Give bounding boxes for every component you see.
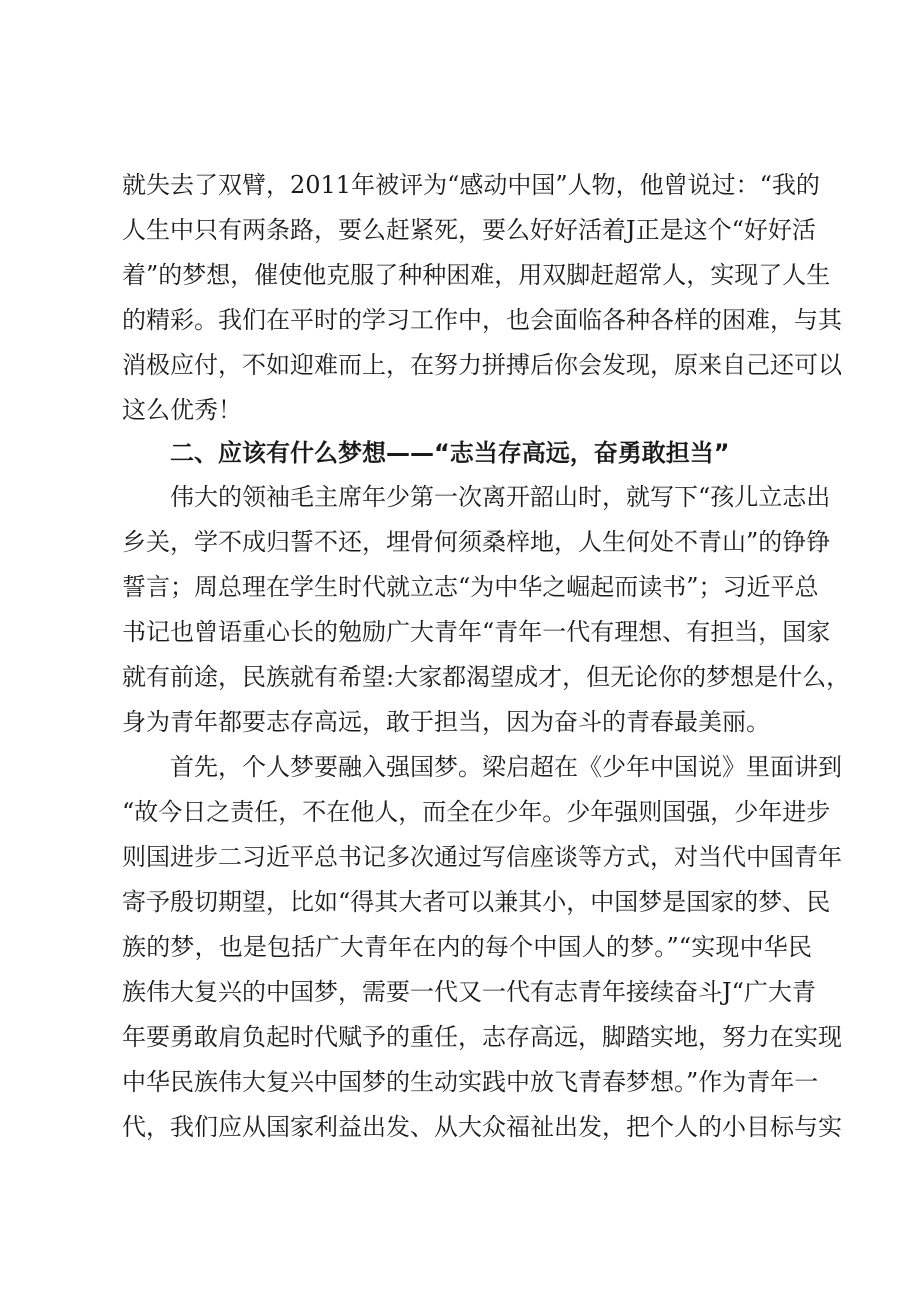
paragraph-1-line-1: 就失去了双臂，2011年被评为“感动中国”人物，他曾说过：“我的 bbox=[122, 171, 820, 199]
paragraph-2-line-4: 书记也曾语重心长的勉励广大青年“青年一代有理想、有担当，国家 bbox=[122, 618, 831, 646]
paragraph-3-line-8: 中华民族伟大复兴中国梦的生动实践中放飞青春梦想。”作为青年一 bbox=[122, 1068, 819, 1096]
paragraph-3-line-4: 寄予殷切期望，比如“得其大者可以兼其小，中国梦是国家的梦、民 bbox=[122, 888, 831, 916]
paragraph-3-line-3: 则国进步二习近平总书记多次通过写信座谈等方式，对当代中国青年 bbox=[122, 843, 842, 871]
paragraph-2-line-6: 身为青年都要志存高远，敢于担当，因为奋斗的青春最美丽。 bbox=[122, 708, 770, 736]
paragraph-1-line-6: 这么优秀！ bbox=[122, 396, 242, 424]
paragraph-3-line-1: 首先，个人梦要融入强国梦。梁启超在《少年中国说》里面讲到 bbox=[170, 753, 842, 781]
paragraph-2-line-1: 伟大的领袖毛主席年少第一次离开韶山时，就写下“孩儿立志出 bbox=[170, 483, 831, 511]
paragraph-3-line-5: 族的梦，也是包括广大青年在内的每个中国人的梦。”“实现中华民 bbox=[122, 933, 812, 961]
paragraph-1-line-3: 着”的梦想，催使他克服了种种困难，用双脚赶超常人，实现了人生 bbox=[122, 261, 831, 289]
paragraph-3-line-7: 年要勇敢肩负起时代赋予的重任，志存高远，脚踏实地，努力在实现 bbox=[122, 1023, 842, 1051]
paragraph-1-line-5: 消极应付，不如迎难而上，在努力拼搏后你会发现，原来自己还可以 bbox=[122, 351, 842, 379]
paragraph-3-line-6: 族伟大复兴的中国梦，需要一代又一代有志青年接续奋斗J“广大青 bbox=[122, 978, 816, 1006]
paragraph-2-line-5: 就有前途，民族就有希望:大家都渴望成才，但无论你的梦想是什么， bbox=[122, 663, 851, 691]
paragraph-3-line-2: “故今日之责任，不在他人，而全在少年。少年强则国强，少年进步 bbox=[122, 798, 831, 826]
paragraph-2-line-3: 誓言；周总理在学生时代就立志“为中华之崛起而读书”；习近平总 bbox=[122, 573, 819, 601]
paragraph-1-line-2: 人生中只有两条路，要么赶紧死，要么好好活着J正是这个“好好活 bbox=[122, 216, 816, 244]
section-heading: 二、应该有什么梦想——“志当存高远，奋勇敢担当” bbox=[170, 439, 730, 467]
paragraph-2-line-2: 乡关，学不成归誓不还，埋骨何须桑梓地，人生何处不青山”的铮铮 bbox=[122, 528, 831, 556]
paragraph-1-line-4: 的精彩。我们在平时的学习工作中，也会面临各种各样的困难，与其 bbox=[122, 306, 842, 334]
paragraph-3-line-9: 代，我们应从国家利益出发、从大众福祉出发，把个人的小目标与实 bbox=[122, 1113, 842, 1141]
